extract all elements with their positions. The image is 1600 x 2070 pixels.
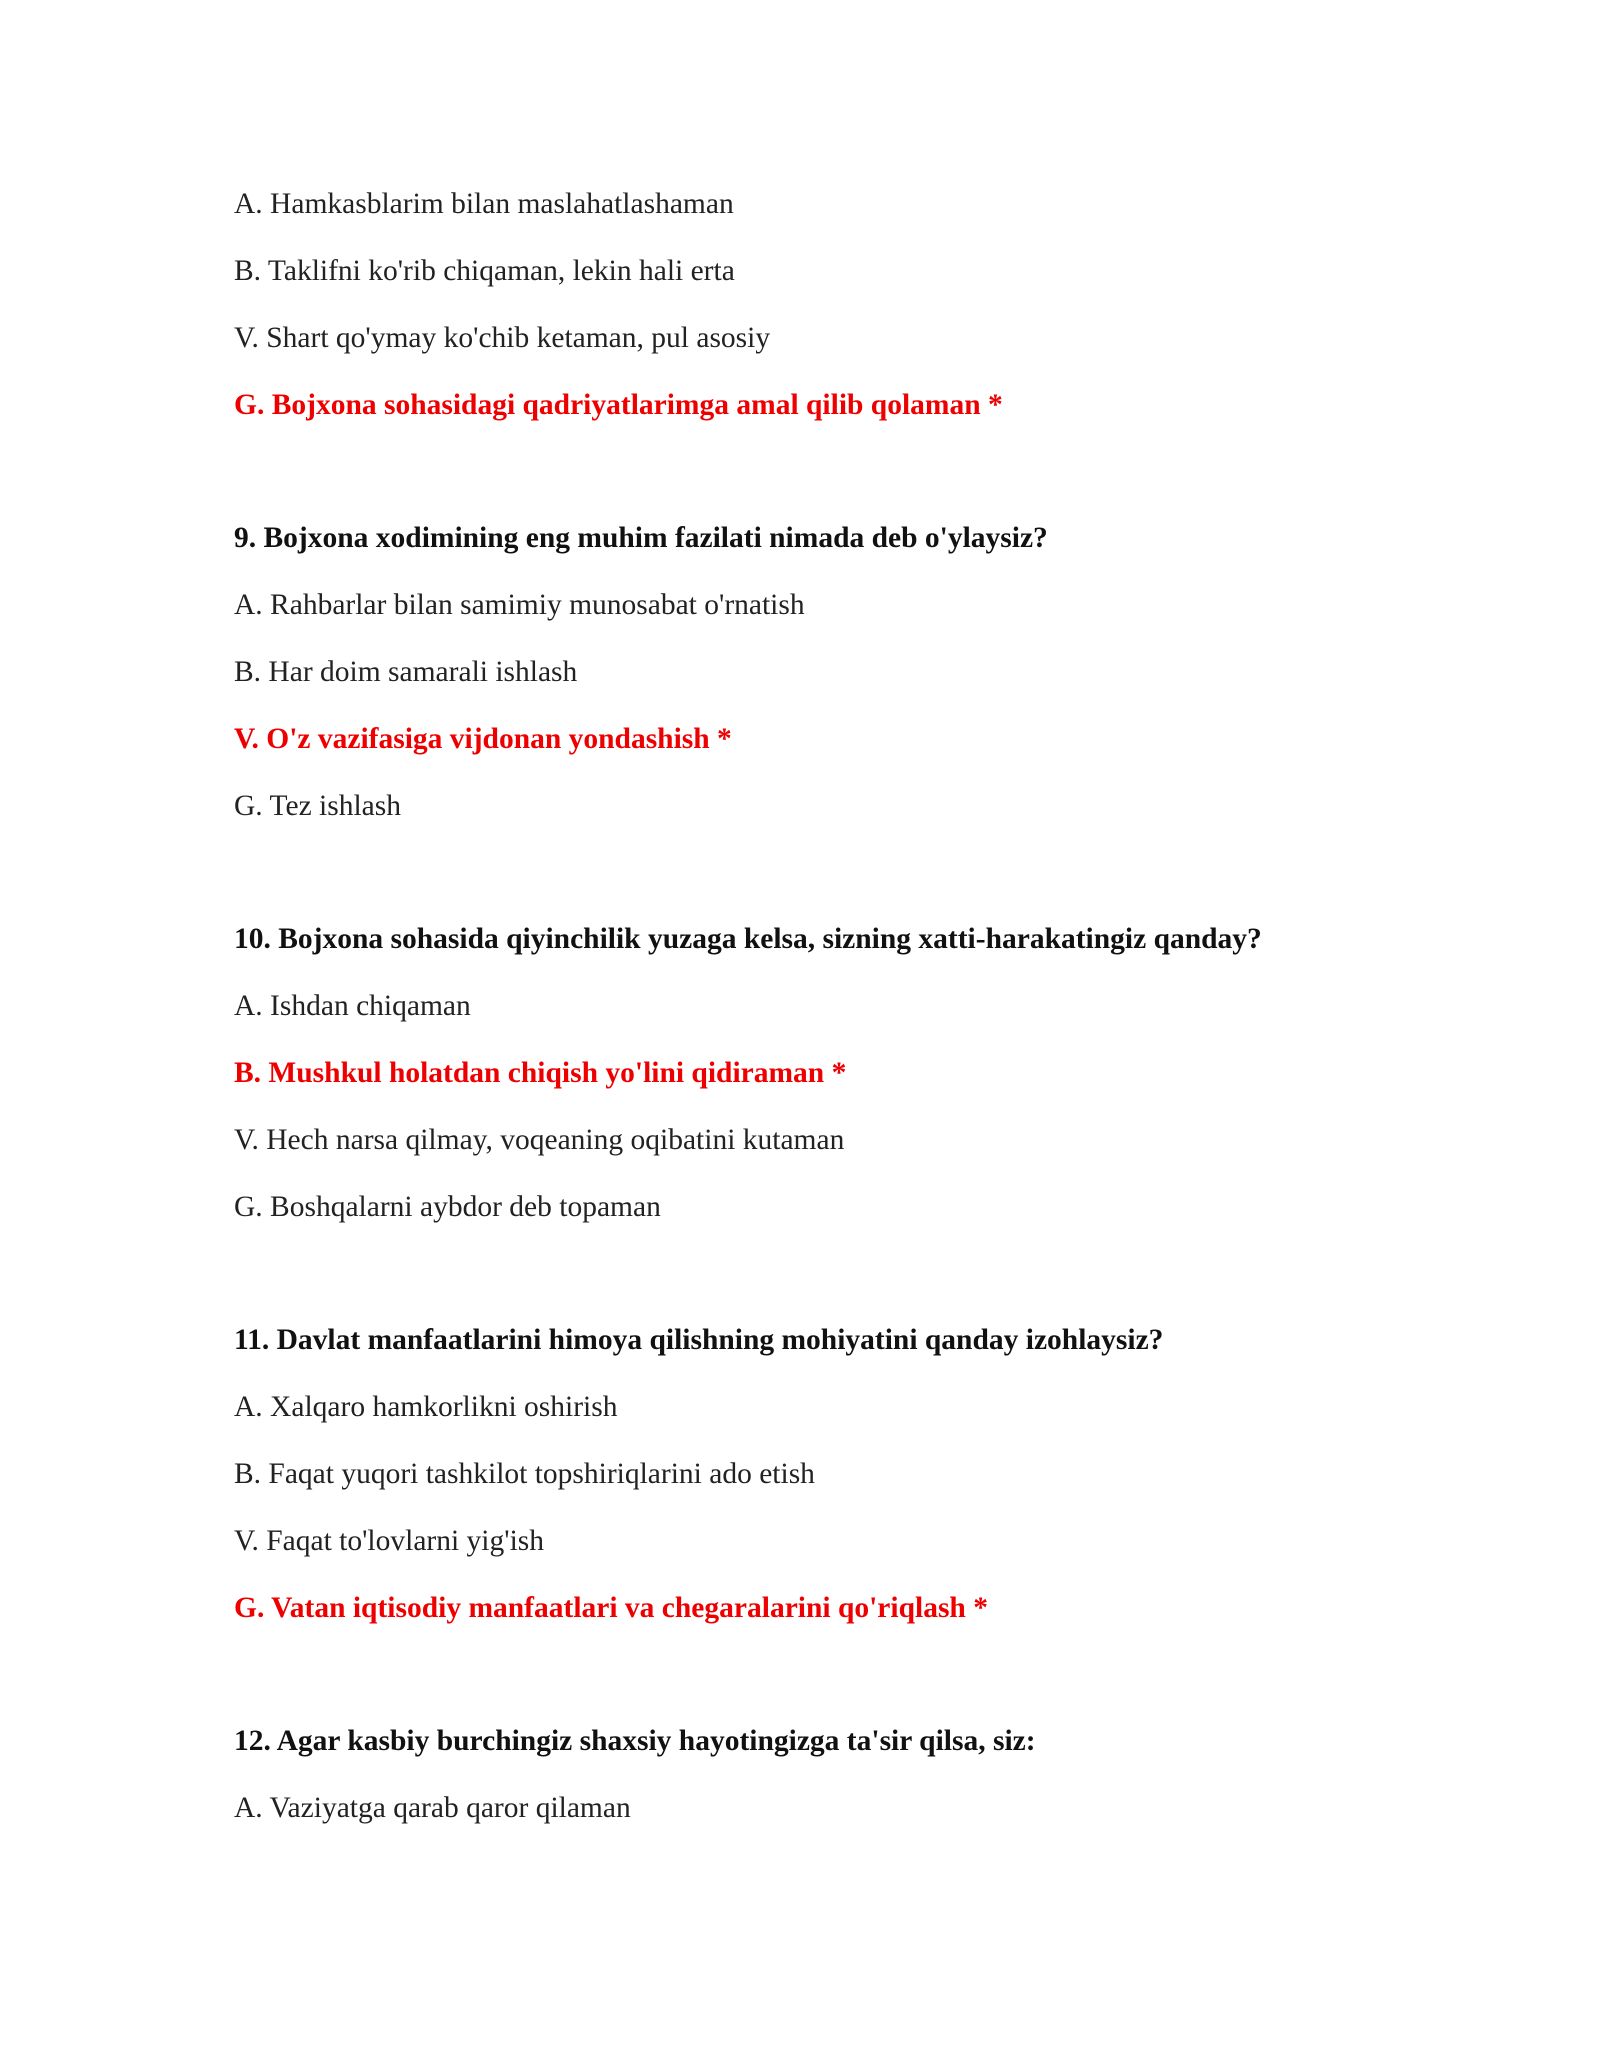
option-8-b: B. Taklifni ko'rib chiqaman, lekin hali erta <box>234 255 735 287</box>
question-11 <box>234 1307 1434 1642</box>
option-9-g: G. Tez ishlash <box>234 790 401 822</box>
option-11-a: A. Xalqaro hamkorlikni oshirish <box>234 1391 618 1423</box>
option-9-b: B. Har doim samarali ishlash <box>234 656 578 688</box>
option-9-v-correct: V. O'z vazifasiga vijdonan yondashish * <box>234 723 732 755</box>
option-9-a: A. Rahbarlar bilan samimiy munosabat o'rnatish <box>234 589 805 621</box>
question-11-text: 11. Davlat manfaatlarini himoya qilishning mohiyatini qanday izohlaysiz? <box>234 1324 1164 1356</box>
question-10 <box>234 906 1434 1241</box>
option-10-b-correct: B. Mushkul holatdan chiqish yo'lini qidiraman * <box>234 1057 847 1089</box>
option-11-b: B. Faqat yuqori tashkilot topshiriqlarini ado etish <box>234 1458 815 1490</box>
option-8-v: V. Shart qo'ymay ko'chib ketaman, pul asosiy <box>234 322 771 354</box>
option-8-g-correct: G. Bojxona sohasidagi qadriyatlarimga amal qilib qolaman * <box>234 389 1003 421</box>
question-10-text: 10. Bojxona sohasida qiyinchilik yuzaga kelsa, sizning xatti-harakatingiz qanday? <box>234 923 1262 955</box>
question-8-options <box>234 171 1434 439</box>
question-12 <box>234 1708 1434 1842</box>
option-10-g: G. Boshqalarni aybdor deb topaman <box>234 1191 661 1223</box>
question-9 <box>234 505 1434 840</box>
question-9-text: 9. Bojxona xodimining eng muhim fazilati nimada deb o'ylaysiz? <box>234 522 1048 554</box>
option-10-a: A. Ishdan chiqaman <box>234 990 471 1022</box>
question-12-text: 12. Agar kasbiy burchingiz shaxsiy hayotingizga ta'sir qilsa, siz: <box>234 1725 1036 1757</box>
option-8-a: A. Hamkasblarim bilan maslahatlashaman <box>234 188 734 220</box>
option-11-v: V. Faqat to'lovlarni yig'ish <box>234 1525 544 1557</box>
option-12-a: A. Vaziyatga qarab qaror qilaman <box>234 1792 631 1824</box>
option-10-v: V. Hech narsa qilmay, voqeaning oqibatini kutaman <box>234 1124 845 1156</box>
option-11-g-correct: G. Vatan iqtisodiy manfaatlari va chegaralarini qo'riqlash * <box>234 1592 988 1624</box>
